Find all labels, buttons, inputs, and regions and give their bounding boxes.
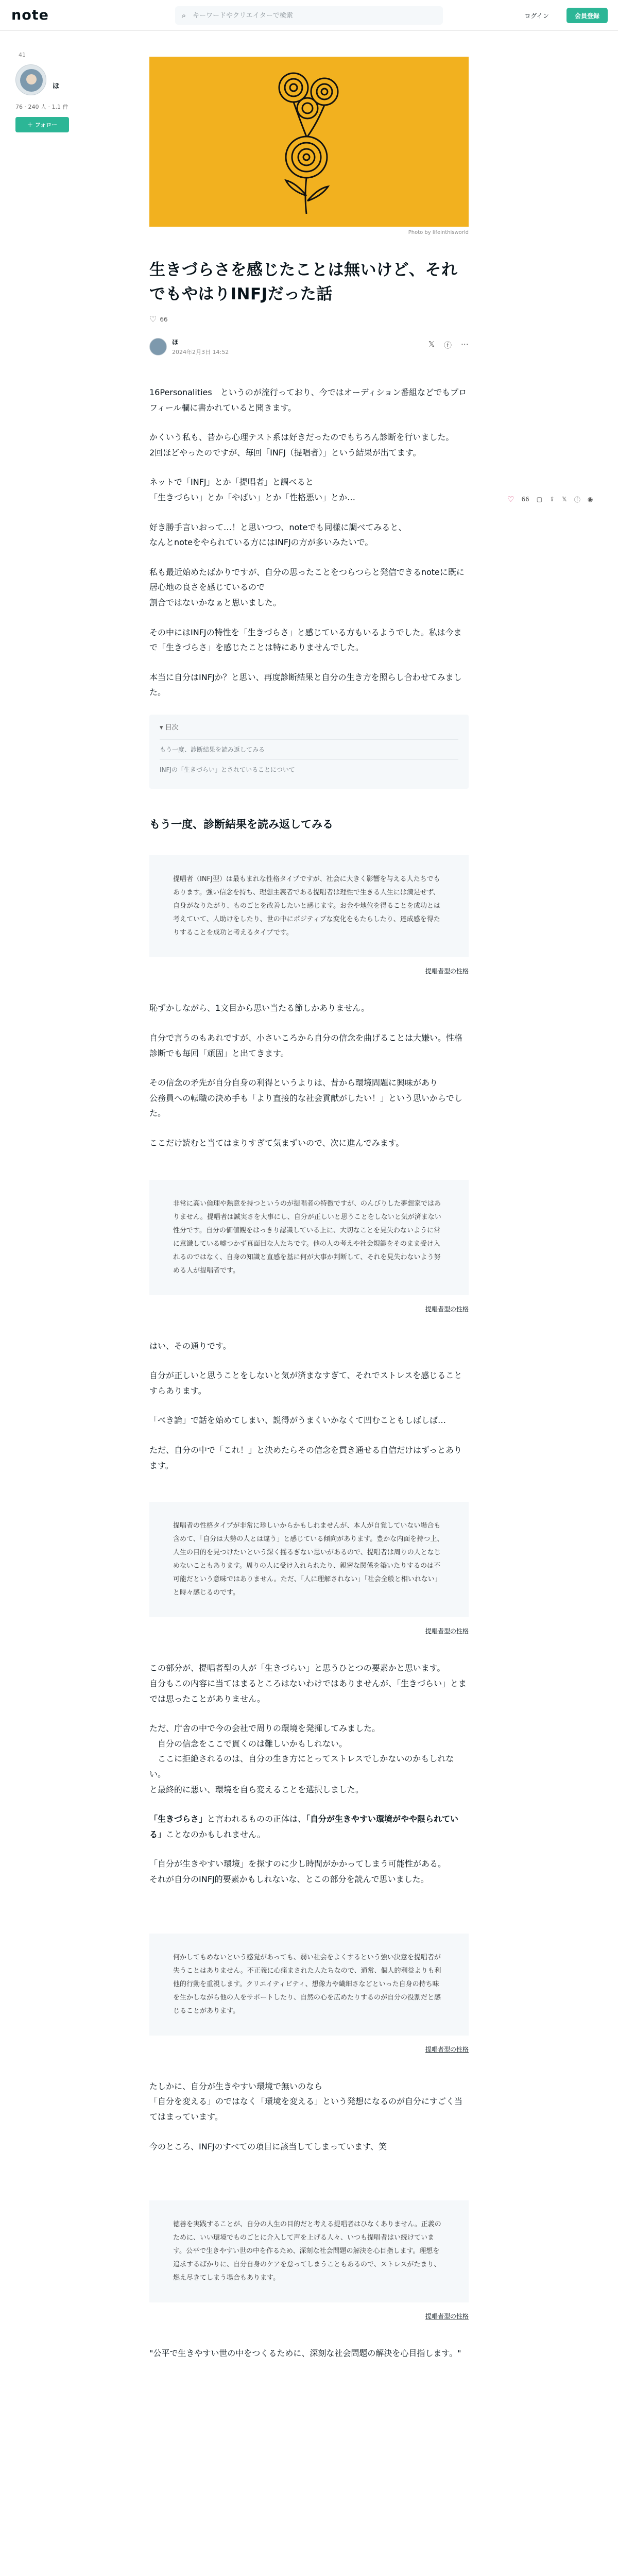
search-input[interactable]: [193, 12, 430, 20]
paragraph: 「自分が生きやすい環境」を探すのに少し時間がかかってしまう可能性がある。 それが自分のINFJ的要素かもしれないな、とこの部分を読んで思いました。: [149, 1859, 447, 1884]
author-sidebar: [15, 52, 113, 132]
facebook-icon[interactable]: ⓕ: [443, 341, 452, 350]
paragraph: 恥ずかしながら、1文目から思い当たる節しかありません。: [149, 1003, 370, 1013]
article-title: 生きづらさを感じたことは無いけど、それでもやはりINFJだった話: [149, 261, 458, 303]
section-heading: もう一度、診断結果を読み返してみる: [149, 818, 333, 831]
paragraph: ただ、庁舎の中で今の会社で周りの環境を発揮してみました。 自分の信念をここで貫くのは難しいかもしれない。 ここに拒絶されるのは、自分の生き方にとってストレスでしかないのかもしれない。 と最終的に悪い、環境を自ら変えることを選択しました。: [149, 1723, 454, 1794]
paragraph: この部分が、提唱者型の人が「生きづらい」と思うひとつの要素かと思います。 自分もこの内容に当てはまるところはないわけではありませんが、「生きづらい」とまでは思ったことがありません。: [149, 1663, 467, 1704]
post-date: 2024年2月3日 14:52: [172, 349, 229, 355]
note-logo[interactable]: note: [11, 7, 49, 23]
paragraph: その信念の矛先が自分自身の利得というよりは、昔から環境問題に興味があり 公務員への転職の決め手も「より直接的な社会貢献がしたい！」という思いからでした。: [149, 1078, 462, 1118]
person-plus-icon: ＋: [27, 122, 35, 128]
author-name[interactable]: ほ: [53, 82, 60, 90]
blockquote: 何かしてもめないという感覚があっても、弱い社会をよくするという強い決意を提唱者が失うことはありません。不正義に心痛まされた人たちなので、通常、個人的利益よりも利他的行動を重視します。クリエイティビティ、想像力や繊細さなどといった自身の持ち味を生かしながら他の人をサポートしたり、自然の心を広めたりするのが自分の役割だと感じることがあります。: [149, 1934, 469, 2036]
author-stats: 76 · 240 人 · 1,1 件: [15, 104, 68, 110]
photo-credit[interactable]: Photo by lifeinthisworld: [408, 230, 469, 235]
share-column: [507, 495, 593, 504]
more-icon[interactable]: ⋯: [461, 340, 469, 349]
byline-share-icons: [428, 340, 469, 350]
blockquote: 徳善を実践することが、自分の人生の目的だと考える提唱者はひなくありません。正義のために、いい環境でものごとに介入して声を上げる人々、いつも提唱者はい続けています。公平で生きやすい世の中を作るため、深刻な社会問題の解決を心目指します。理想を追求するばかりに、自分自身のケアを怠ってしまうこともあるので、ストレスがたまり、燃え尽きてしまう場合もあります。: [149, 2200, 469, 2302]
comment-icon[interactable]: ▢: [536, 496, 543, 503]
like-count: 66: [521, 496, 529, 503]
blockquote: 非常に高い倫理や熱意を持つというのが提唱者の特徴ですが、のんびりした夢想家ではありません。提唱者は誠実さを大事にし、自分が正しいと思うことをしないと気が済まない性分です。自分の価値観をはっきり認識している上に、大切なことを見失わないように常に意識している嘘つかず真面目な人たちです。他の人の考えや社会規範をそのまま受け入れるのではなく、自身の知識と直感を基に何が大事か判断して、それを見失わないよう努める人が提唱者です。: [149, 1180, 469, 1295]
paragraph: 自分で言うのもあれですが、小さいころから自分の信念を曲げることは大嫌い。性格診断でも毎回「頑固」と出てきます。: [149, 1032, 463, 1058]
article: [149, 57, 469, 2376]
paragraph: ただ、自分の中で「これ！」と決めたらその信念を貫き通せる自信だけはずっとあります。: [149, 1445, 462, 1470]
heart-icon[interactable]: ♡: [507, 495, 514, 504]
article-body: [149, 385, 469, 2361]
emphasis: 「生きづらさ」: [149, 1814, 208, 1824]
flower-illustration-icon: [270, 67, 348, 216]
paragraph: 「生きづらさ」と言われるものの正体は、「自分が生きやすい環境がやや限られている」ことなのかもしれません。: [149, 1814, 459, 1839]
facebook-icon[interactable]: ⓕ: [574, 496, 580, 503]
toc-title[interactable]: ▾ 目次: [160, 723, 179, 732]
blockquote: 提唱者の性格タイプが非常に珍しいからかもしれませんが、本人が自覚していない場合も含めて、「自分は大勢の人とは違う」と感じている傾向があります。豊かな内面を持つ上、人生の目的を見つけたいという深く揺るぎない思いがあるので、提唱者は周りの人となじめないこともあります。周りの人に受け入れられたり、親密な関係を築いたりするのは不可能だという意味ではありません。ただ、「人に理解されない」「社会全般と相いれない」と時々感じるのです。: [149, 1502, 469, 1617]
blockquote: 提唱者（INFJ型）は最もまれな性格タイプですが、社会に大きく影響を与える人たちでもあります。強い信念を持ち、理想主義者である提唱者は理性で生きる人生には満足せず、自身がなりたがり、ものごとを改善したいと感じます。お金や地位を得ることを成功とは考えていて、人助けをしたり、世の中にポジティブな変化をもたらしたり、達成感を得たりすることを成功と考えるタイプです。: [149, 855, 469, 957]
x-icon[interactable]: 𝕏: [428, 340, 435, 349]
paragraph: 2回ほどやったのですが、毎回「INFJ（提唱者）」という結果が出てます。: [149, 447, 421, 457]
like-count: 66: [160, 315, 168, 323]
search-bar[interactable]: [175, 6, 443, 25]
like-row[interactable]: [149, 314, 469, 324]
hero-image: [149, 57, 469, 227]
global-header: [0, 0, 618, 31]
paragraph: はい、その通りです。: [149, 1341, 231, 1351]
avatar[interactable]: [15, 64, 46, 95]
emphasis: 「自分が生きやすい環境がやや限られている」: [149, 1814, 459, 1839]
login-button[interactable]: ログイン: [515, 8, 558, 23]
share-icon[interactable]: ⇪: [550, 496, 555, 503]
paragraph: "公平で生きやすい世の中をつくるために、深刻な社会問題の解決を心目指します。": [149, 2348, 461, 2359]
quote-source-link[interactable]: 提唱者型の性格: [425, 968, 469, 975]
quote-source-link[interactable]: 提唱者型の性格: [425, 1305, 469, 1313]
follow-button[interactable]: ＋ フォロー: [15, 117, 69, 132]
quote-source-link[interactable]: 提唱者型の性格: [425, 1628, 469, 1635]
paragraph: 好き勝手言いおって…！と思いつつ、noteでも同様に調べてみると、 なんとnoteをやられている方にはINFJの方が多いみたいで。: [149, 522, 407, 548]
heart-icon[interactable]: ♡: [149, 314, 157, 324]
paragraph: 本当に自分はINFJか？と思い、再度診断結果と自分の生き方を照らし合わせてみました。: [149, 672, 462, 698]
quote-source-link[interactable]: 提唱者型の性格: [425, 2313, 469, 2320]
byline: [149, 335, 469, 358]
paragraph: 「べき論」で話を始めてしまい、説得がうまくいかなくて凹むこともしばしば…: [149, 1415, 447, 1426]
signup-button[interactable]: 会員登録: [566, 8, 608, 23]
avatar[interactable]: [149, 338, 167, 355]
paragraph: ネットで「INFJ」とか「提唱者」と調べると 「生きづらい」とか「やばい」とか「性格悪い」とか…: [149, 477, 356, 502]
paragraph: 今のところ、INFJのすべての項目に該当してしまっています、笑: [149, 2141, 387, 2151]
table-of-contents: [149, 715, 469, 789]
search-icon: ⌕: [181, 11, 186, 20]
paragraph: かくいう私も、昔から心理テスト系は好きだったのでもちろん診断を行いました。: [149, 432, 454, 443]
paragraph: たしかに、自分が生きやすい環境で無いのなら 「自分を変える」のではなく「環境を変える」という発想になるのが自分にすごく当てはまっています。: [149, 2081, 463, 2122]
paragraph: 16Personalities というのが流行っており、今ではオーディション番組などでもプロフィール欄に書かれていると聞きます。: [149, 387, 467, 413]
toc-item[interactable]: もう一度、診断結果を読み返してみる: [160, 739, 458, 759]
paragraph: その中にはINFJの特性を「生きづらさ」と感じている方もいるようでした。私は今まで「生きづらさ」を感じたことは特にありませんでした。: [149, 627, 462, 653]
author-name[interactable]: ほ: [172, 338, 179, 346]
x-icon[interactable]: 𝕏: [562, 496, 567, 503]
quote-source-link[interactable]: 提唱者型の性格: [425, 2045, 469, 2053]
paragraph: 私も最近始めたばかりですが、自分の思ったことをつらつらと発信できるnoteに既に居心地の良さを感じているので 割合ではないかなぁと思いました。: [149, 567, 465, 607]
line-icon[interactable]: ◉: [587, 496, 593, 503]
paragraph: ここだけ読むと当てはまりすぎて気まずいので、次に進んでみます。: [149, 1138, 404, 1148]
sidebar-badge: 41: [19, 52, 26, 58]
chevron-down-icon: ▾: [160, 723, 165, 732]
paragraph: 自分が正しいと思うことをしないと気が済まなすぎて、それでストレスを感じることすらあります。: [149, 1370, 462, 1396]
toc-item[interactable]: INFJの「生きづらい」とされていることについて: [160, 759, 458, 779]
